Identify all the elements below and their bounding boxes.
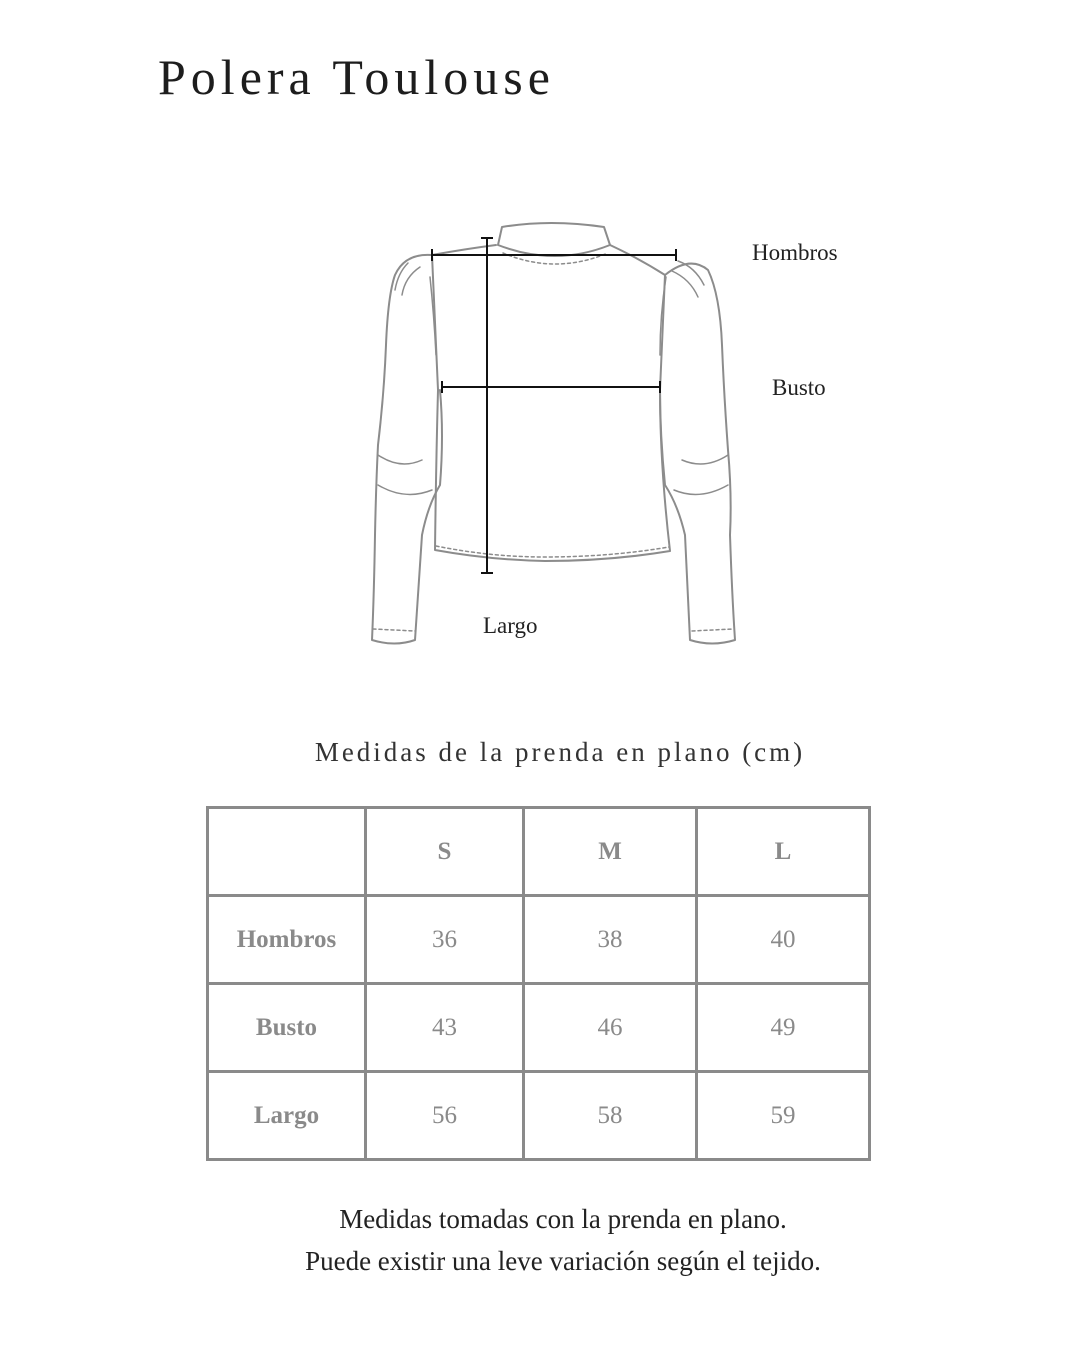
page-title: Polera Toulouse — [158, 49, 555, 105]
table-header-row — [208, 808, 870, 896]
note-line-1: Medidas tomadas con la prenda en plano. — [339, 1204, 787, 1234]
size-header-l: L — [697, 808, 870, 896]
table-caption: Medidas de la prenda en plano (cm) — [314, 737, 806, 767]
size-header-m: M — [524, 808, 697, 896]
table-cell: 58 — [524, 1072, 697, 1160]
largo-measure-label: Largo — [483, 613, 538, 638]
size-header-s: S — [366, 808, 524, 896]
table-cell: 46 — [524, 984, 697, 1072]
table-cell: 56 — [366, 1072, 524, 1160]
table-row-largo — [208, 1072, 870, 1160]
row-label-largo: Largo — [208, 1072, 366, 1160]
hombros-measure-label: Hombros — [752, 240, 838, 265]
garment-diagram — [360, 215, 750, 655]
size-table — [206, 806, 871, 1161]
note-line-2: Puede existir una leve variación según el tejido. — [305, 1246, 821, 1276]
busto-measure-label: Busto — [772, 375, 826, 400]
table-cell: 43 — [366, 984, 524, 1072]
table-cell: 40 — [697, 896, 870, 984]
row-label-busto: Busto — [208, 984, 366, 1072]
table-row-busto — [208, 984, 870, 1072]
table-cell: 38 — [524, 896, 697, 984]
table-corner-cell — [208, 808, 366, 896]
table-cell: 49 — [697, 984, 870, 1072]
table-row-hombros — [208, 896, 870, 984]
row-label-hombros: Hombros — [208, 896, 366, 984]
table-cell: 59 — [697, 1072, 870, 1160]
table-cell: 36 — [366, 896, 524, 984]
